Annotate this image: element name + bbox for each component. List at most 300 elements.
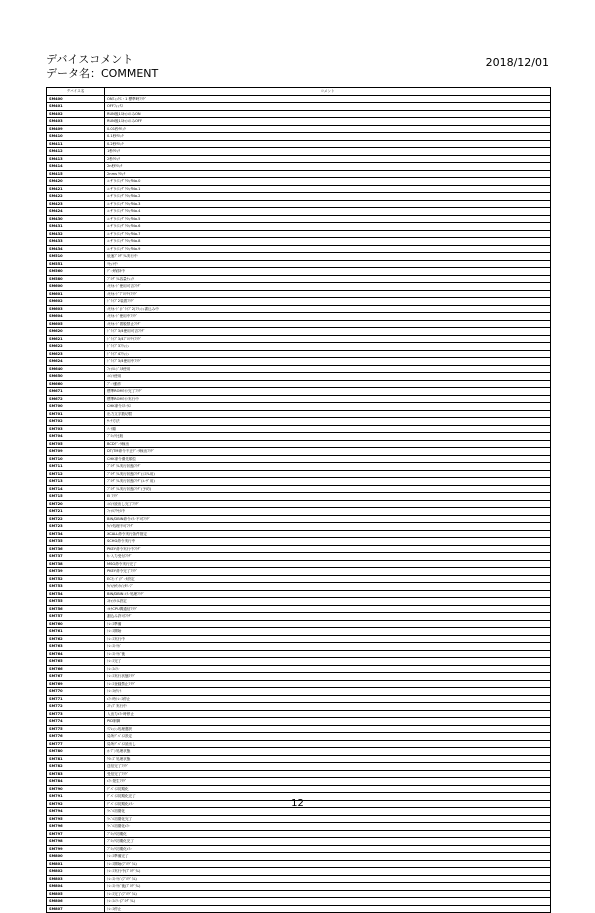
table-row: [47, 890, 551, 898]
table-row: [47, 508, 551, 516]
table-row: [47, 568, 551, 576]
comment-cell: PKEY命令完了ﾌﾗｸﾞ: [105, 568, 551, 576]
data-name-label: データ名：COMMENT: [46, 67, 159, 80]
table-row: [47, 358, 551, 366]
comment-cell: ｴﾗｰ時ﾄﾚｰｽ停止: [105, 695, 551, 703]
device-name-cell: SM767: [47, 673, 105, 681]
table-row: [47, 575, 551, 583]
comment-cell: ﾄﾚｰｽｴﾗｰ: [105, 665, 551, 673]
comment-cell: 2nms ｸﾛｯｸ: [105, 170, 551, 178]
table-row: [47, 740, 551, 748]
table-row: [47, 898, 551, 906]
comment-cell: ECﾓｰﾄﾞ/ﾃﾞｰﾀ設定: [105, 575, 551, 583]
device-name-cell: SM794: [47, 808, 105, 816]
comment-cell: ﾕｰｻﾞﾀｲﾐﾝｸﾞｸﾛｯｸNo.6: [105, 223, 551, 231]
device-name-cell: SM412: [47, 148, 105, 156]
table-row: [47, 500, 551, 508]
device-name-cell: SM710: [47, 455, 105, 463]
device-name-cell: SM804: [47, 883, 105, 891]
page-title: デバイスコメント: [46, 53, 134, 66]
table-row: [47, 815, 551, 823]
comment-cell: ﾄﾚｰｽﾄﾘｶﾞ(ﾌﾟﾛｸﾞﾗﾑ): [105, 875, 551, 883]
device-name-cell: SM775: [47, 725, 105, 733]
table-row: [47, 298, 551, 306]
comment-cell: SCHG命令実行中: [105, 538, 551, 546]
device-name-cell: SM782: [47, 763, 105, 771]
device-name-cell: SM774: [47, 718, 105, 726]
device-name-cell: SM806: [47, 898, 105, 906]
device-name-cell: SM765: [47, 658, 105, 666]
device-name-cell: SM780: [47, 748, 105, 756]
table-row: [47, 448, 551, 456]
table-row: [47, 305, 551, 313]
comment-cell: ﾀｲﾏ/ｶｳﾝﾀｲﾝﾀﾘｰﾌﾞ: [105, 583, 551, 591]
comment-cell: 低速ﾌﾟﾛｸﾞﾗﾑ実行中: [105, 253, 551, 261]
device-name-cell: SM423: [47, 200, 105, 208]
comment-cell: 割込み許可ﾌﾗｸﾞ: [105, 613, 551, 621]
comment-cell: ﾄﾚｰｽ停止: [105, 905, 551, 913]
table-row: [47, 328, 551, 336]
device-name-cell: SM623: [47, 350, 105, 358]
comment-cell: ｽｷｬﾝﾀｲﾑ設定: [105, 598, 551, 606]
comment-cell: BIN/DBIN ｴﾗｰ処理ﾌﾗｸﾞ: [105, 590, 551, 598]
comment-cell: ﾌﾞﾛｯｸ初期化: [105, 830, 551, 838]
comment-cell: ﾕｰｻﾞﾀｲﾐﾝｸﾞｸﾛｯｸNo.3: [105, 200, 551, 208]
comment-cell: CHK命令ｽﾃｰﾀｽ: [105, 403, 551, 411]
comment-cell: 標準ROMﾗｲﾄ完了ﾌﾗｸﾞ: [105, 388, 551, 396]
comment-cell: 入出力ｴﾗｰ時停止: [105, 710, 551, 718]
comment-cell: ﾌﾟﾛｸﾞﾗﾑ実行状態ﾌﾗｸﾞ(ｼｽﾃﾑ用): [105, 470, 551, 478]
comment-cell: ﾕｰｻﾞﾀｲﾐﾝｸﾞｸﾛｯｸNo.9: [105, 245, 551, 253]
device-name-cell: SM700: [47, 403, 105, 411]
comment-cell: ﾄﾚｰｽ開始(ﾌﾟﾛｸﾞﾗﾑ): [105, 860, 551, 868]
device-name-cell: SM702: [47, 418, 105, 426]
comment-cell: ﾗﾍﾞﾙ初期化完了: [105, 815, 551, 823]
device-name-cell: SM797: [47, 830, 105, 838]
table-row: [47, 163, 551, 171]
comment-cell: CHK命令優先順位: [105, 455, 551, 463]
table-row: [47, 883, 551, 891]
comment-cell: ﾄﾚｰｽ登録禁止ﾌﾗｸﾞ: [105, 680, 551, 688]
device-name-cell: SM424: [47, 208, 105, 216]
table-row: [47, 245, 551, 253]
device-name-cell: SM551: [47, 260, 105, 268]
device-name-cell: SM754: [47, 590, 105, 598]
comment-cell: ｴﾗｰ発生ﾌﾗｸﾞ: [105, 778, 551, 786]
device-name-cell: SM764: [47, 650, 105, 658]
device-name-cell: SM722: [47, 515, 105, 523]
table-row: [47, 748, 551, 756]
device-name-cell: SM776: [47, 733, 105, 741]
comment-cell: 送信完了ﾌﾗｸﾞ: [105, 763, 551, 771]
comment-cell: ﾕｰｻﾞﾀｲﾐﾝｸﾞｸﾛｯｸNo.1: [105, 185, 551, 193]
comment-cell: ﾄﾚｰｽ実行中(ﾌﾟﾛｸﾞﾗﾑ): [105, 868, 551, 876]
table-row: [47, 688, 551, 696]
comment-cell: ﾄﾚｰｽﾄﾘｶﾞ後: [105, 650, 551, 658]
table-row: [47, 770, 551, 778]
table-row: [47, 425, 551, 433]
comment-cell: ｺﾒﾝﾄ読出し完了ﾌﾗｸﾞ: [105, 500, 551, 508]
comment-cell: ﾌﾟﾛｸﾞﾗﾑ実行状態ﾌﾗｸﾞ: [105, 463, 551, 471]
comment-cell: ﾕｰｻﾞﾀｲﾐﾝｸﾞｸﾛｯｸNo.5: [105, 215, 551, 223]
table-row: [47, 733, 551, 741]
comment-cell: ﾄﾚｰｽ準備: [105, 620, 551, 628]
table-row: [47, 485, 551, 493]
device-name-cell: SM800: [47, 853, 105, 861]
table-row: [47, 905, 551, 913]
device-name-cell: SM621: [47, 335, 105, 343]
device-name-cell: SM602: [47, 298, 105, 306]
table-row: [47, 335, 551, 343]
comment-cell: ﾌｧｲﾙﾚｼﾞｽﾀ使用: [105, 365, 551, 373]
comment-cell: ﾕｰｻﾞﾀｲﾐﾝｸﾞｸﾛｯｸNo.8: [105, 238, 551, 246]
comment-cell: ｻｰﾁ方法: [105, 418, 551, 426]
comment-cell: ﾄﾞﾗｲﾌﾞ3ﾌﾗｯｼｭ: [105, 343, 551, 351]
device-name-cell: SM624: [47, 358, 105, 366]
device-name-cell: SM770: [47, 688, 105, 696]
device-name-cell: SM660: [47, 380, 105, 388]
table-row: [47, 95, 551, 103]
device-name-cell: SM761: [47, 628, 105, 636]
table-row: [47, 253, 551, 261]
table-row: [47, 680, 551, 688]
comment-cell: DT/TM命令不正ﾃﾞｰﾀ検出ﾌﾗｸﾞ: [105, 448, 551, 456]
table-row: [47, 875, 551, 883]
comment-cell: PID制御: [105, 718, 551, 726]
comment-cell: ﾃﾞｰﾀ保持中: [105, 268, 551, 276]
device-name-cell: SM411: [47, 140, 105, 148]
table-row: [47, 718, 551, 726]
table-row: [47, 845, 551, 853]
table-row: [47, 620, 551, 628]
table-row: [47, 365, 551, 373]
table-row: [47, 643, 551, 651]
comment-cell: ﾘﾌﾚｯｼｭ処理選択: [105, 725, 551, 733]
comment-cell: ｸﾛｰｽﾞ処理状態: [105, 755, 551, 763]
comment-cell: ﾕｰｻﾞﾀｲﾐﾝｸﾞｸﾛｯｸNo.0: [105, 178, 551, 186]
table-row: [47, 673, 551, 681]
comment-cell: ﾄﾚｰｽｴﾗｰ(ﾌﾟﾛｸﾞﾗﾑ): [105, 898, 551, 906]
comment-cell: 0.1秒ｸﾛｯｸ: [105, 133, 551, 141]
table-row: [47, 860, 551, 868]
device-name-cell: SM792: [47, 800, 105, 808]
device-name-cell: SM401: [47, 103, 105, 111]
device-name-cell: SM801: [47, 860, 105, 868]
table-row: [47, 523, 551, 531]
device-name-cell: SM433: [47, 238, 105, 246]
table-row: [47, 440, 551, 448]
table-row: [47, 455, 551, 463]
table-row: [47, 170, 551, 178]
comment-cell: ﾄﾞﾗｲﾌﾞ3/4使用可否ﾌﾗｸﾞ: [105, 328, 551, 336]
table-row: [47, 493, 551, 501]
comment-cell: ﾌｧｲﾙｱｸｾｽ中: [105, 508, 551, 516]
table-row: [47, 103, 551, 111]
comment-cell: ﾄﾚｰｽ準備完了: [105, 853, 551, 861]
device-name-cell: SM753: [47, 583, 105, 591]
table-row: [47, 133, 551, 141]
device-name-cell: SM705: [47, 440, 105, 448]
document-date: 2018/12/01: [485, 56, 549, 69]
comment-cell: 2秒ｸﾛｯｸ: [105, 155, 551, 163]
device-name-cell: SM421: [47, 185, 105, 193]
comment-cell: ﾌﾞﾛｯｸ初期化完了: [105, 838, 551, 846]
table-row: [47, 605, 551, 613]
table-row: [47, 613, 551, 621]
table-row: [47, 628, 551, 636]
table-row: [47, 380, 551, 388]
table-row: [47, 223, 551, 231]
device-name-cell: SM772: [47, 703, 105, 711]
device-name-cell: SM712: [47, 470, 105, 478]
device-name-cell: SM755: [47, 598, 105, 606]
table-row: [47, 388, 551, 396]
device-name-cell: SM798: [47, 838, 105, 846]
table-row: [47, 185, 551, 193]
comment-cell: ﾄﾚｰｽｶｳﾝﾄ: [105, 688, 551, 696]
table-row: [47, 590, 551, 598]
comment-cell: ﾄﾚｰｽ完了(ﾌﾟﾛｸﾞﾗﾑ): [105, 890, 551, 898]
table-row: [47, 665, 551, 673]
device-name-cell: SM721: [47, 508, 105, 516]
table-row: [47, 463, 551, 471]
comment-cell: ﾌﾟﾛｸﾞﾗﾑ実行状態ﾌﾗｸﾞ(ﾕｰｻﾞ用): [105, 478, 551, 486]
table-row: [47, 410, 551, 418]
device-name-cell: SM807: [47, 905, 105, 913]
comment-cell: BCDﾃﾞｰﾀ検出: [105, 440, 551, 448]
comment-cell: RUN後1ｽｷｬﾝのみOFF: [105, 118, 551, 126]
table-row: [47, 538, 551, 546]
comment-cell: ﾗﾍﾞﾙ初期化ｴﾗｰ: [105, 823, 551, 831]
device-name-cell: SM736: [47, 545, 105, 553]
device-name-cell: SM672: [47, 395, 105, 403]
table-row: [47, 725, 551, 733]
device-name-cell: SM734: [47, 530, 105, 538]
comment-cell: ﾕｰｻﾞﾀｲﾐﾝｸﾞｸﾛｯｸNo.2: [105, 193, 551, 201]
comment-cell: ﾄﾚｰｽ実行中: [105, 635, 551, 643]
table-row: [47, 373, 551, 381]
device-name-cell: SM414: [47, 163, 105, 171]
device-name-cell: SM791: [47, 793, 105, 801]
comment-cell: 標準ROMﾗｲﾄ実行中: [105, 395, 551, 403]
device-name-cell: SM735: [47, 538, 105, 546]
device-name-cell: SM403: [47, 118, 105, 126]
device-name-cell: SM560: [47, 268, 105, 276]
device-name-cell: SM784: [47, 778, 105, 786]
table-row: [47, 433, 551, 441]
table-row: [47, 823, 551, 831]
comment-cell: ﾌﾟﾛｸﾞﾗﾑ実行状態ﾌﾗｸﾞ(予約): [105, 485, 551, 493]
device-name-cell: SM773: [47, 710, 105, 718]
device-name-cell: SM510: [47, 253, 105, 261]
device-name-cell: SM766: [47, 665, 105, 673]
table-row: [47, 260, 551, 268]
comment-cell: ﾕｰｻﾞﾀｲﾐﾝｸﾞｸﾛｯｸNo.4: [105, 208, 551, 216]
table-row: [47, 868, 551, 876]
comment-cell: 受信完了ﾌﾗｸﾞ: [105, 770, 551, 778]
device-name-cell: SM709: [47, 448, 105, 456]
device-name-cell: SM671: [47, 388, 105, 396]
comment-cell: ﾒﾓﾘｶｰﾄﾞ(ﾄﾞﾗｲﾌﾞ2)ﾌﾗｯｼｭ書込み中: [105, 305, 551, 313]
comment-cell: ﾄﾚｰｽﾄﾘｶﾞ: [105, 643, 551, 651]
table-row: [47, 193, 551, 201]
device-name-cell: SM640: [47, 365, 105, 373]
comment-cell: 0.01秒ｸﾛｯｸ: [105, 125, 551, 133]
table-row: [47, 350, 551, 358]
column-header-device: デバイス名: [47, 88, 105, 96]
comment-cell: ﾌﾞｰﾄ動作: [105, 380, 551, 388]
device-name-cell: SM711: [47, 463, 105, 471]
table-row: [47, 560, 551, 568]
table-row: [47, 853, 551, 861]
device-name-cell: SM430: [47, 215, 105, 223]
device-name-cell: SM580: [47, 275, 105, 283]
comment-cell: ﾄﾚｰｽ実行状態ﾌﾗｸﾞ: [105, 673, 551, 681]
device-name-cell: SM799: [47, 845, 105, 853]
comment-cell: ﾕｰｻﾞﾀｲﾐﾝｸﾞｸﾛｯｸNo.7: [105, 230, 551, 238]
comment-cell: ﾌﾞﾛｯｸ比較: [105, 433, 551, 441]
comment-cell: ﾃﾞﾊﾞｲｽ初期化: [105, 785, 551, 793]
device-name-cell: SM650: [47, 373, 105, 381]
device-name-cell: SM769: [47, 680, 105, 688]
table-row: [47, 155, 551, 163]
device-name-cell: SM720: [47, 500, 105, 508]
device-name-cell: SM622: [47, 343, 105, 351]
comment-cell: ﾒﾓﾘｶｰﾄﾞ使用中ﾌﾗｸﾞ: [105, 313, 551, 321]
device-name-cell: SM620: [47, 328, 105, 336]
comment-cell: 局所ﾃﾞﾊﾞｲｽ設定: [105, 733, 551, 741]
table-row: [47, 320, 551, 328]
comment-cell: 0.2秒ｸﾛｯｸ: [105, 140, 551, 148]
device-name-cell: SM420: [47, 178, 105, 186]
device-name-cell: SM402: [47, 110, 105, 118]
comment-cell: ﾒﾓﾘｶｰﾄﾞ使用可否ﾌﾗｸﾞ: [105, 283, 551, 291]
device-name-cell: SM431: [47, 223, 105, 231]
table-row: [47, 118, 551, 126]
device-name-cell: SM410: [47, 133, 105, 141]
table-row: [47, 215, 551, 223]
table-row: [47, 313, 551, 321]
device-name-cell: SM760: [47, 620, 105, 628]
table-row: [47, 125, 551, 133]
table-row: [47, 695, 551, 703]
device-name-cell: SM723: [47, 523, 105, 531]
device-name-cell: SM757: [47, 613, 105, 621]
device-name-cell: SM603: [47, 305, 105, 313]
device-name-cell: SM703: [47, 425, 105, 433]
table-row: [47, 275, 551, 283]
column-header-comment: コメント: [105, 88, 551, 96]
device-name-cell: SM713: [47, 478, 105, 486]
table-row: [47, 478, 551, 486]
table-row: [47, 650, 551, 658]
comment-cell: ﾌﾟﾛｸﾞﾗﾑ容量ﾁｪｯｸ: [105, 275, 551, 283]
table-row: [47, 268, 551, 276]
device-comment-table: [46, 87, 551, 913]
device-name-cell: SM777: [47, 740, 105, 748]
device-name-cell: SM714: [47, 485, 105, 493]
table-row: [47, 553, 551, 561]
comment-cell: ﾌﾞﾛｯｸ初期化ｴﾗｰ: [105, 845, 551, 853]
device-name-cell: SM415: [47, 170, 105, 178]
table-row: [47, 148, 551, 156]
table-row: [47, 530, 551, 538]
table-row: [47, 838, 551, 846]
comment-cell: RUN後1ｽｷｬﾝのみON: [105, 110, 551, 118]
table-body: [47, 95, 551, 913]
comment-cell: ｷｰ入力受付ﾌﾗｸﾞ: [105, 553, 551, 561]
table-row: [47, 598, 551, 606]
comment-cell: ﾏﾙﾁCPU間通信ﾌﾗｸﾞ: [105, 605, 551, 613]
device-name-cell: SM802: [47, 868, 105, 876]
device-name-cell: SM738: [47, 560, 105, 568]
device-name-cell: SM756: [47, 605, 105, 613]
table-row: [47, 785, 551, 793]
table-row: [47, 418, 551, 426]
table-row: [47, 395, 551, 403]
table-row: [47, 343, 551, 351]
device-name-cell: SM796: [47, 823, 105, 831]
table-row: [47, 200, 551, 208]
table-row: [47, 140, 551, 148]
device-name-cell: SM795: [47, 815, 105, 823]
device-name-cell: SM701: [47, 410, 105, 418]
comment-cell: ﾄﾞﾗｲﾌﾞ3/4使用中ﾌﾗｸﾞ: [105, 358, 551, 366]
comment-cell: ONﾌｨｯｸｽ・1 標準時ﾌﾗｸﾞ: [105, 95, 551, 103]
device-name-cell: SM432: [47, 230, 105, 238]
table-row: [47, 545, 551, 553]
table-header-row: [47, 88, 551, 96]
table-row: [47, 635, 551, 643]
comment-cell: ﾄﾞﾗｲﾌﾞ3/4ﾌﾟﾛﾃｸﾄﾌﾗｸﾞ: [105, 335, 551, 343]
comment-cell: BIN/DBIN命令ｴﾗｰ不可ﾌﾗｸﾞ: [105, 515, 551, 523]
device-name-cell: SM762: [47, 635, 105, 643]
comment-cell: EI ﾌﾗｸﾞ: [105, 493, 551, 501]
table-row: [47, 703, 551, 711]
comment-cell: ﾗﾍﾞﾙ初期化: [105, 808, 551, 816]
table-row: [47, 178, 551, 186]
comment-cell: ﾃﾞﾊﾞｲｽ初期化完了: [105, 793, 551, 801]
table-row: [47, 583, 551, 591]
table-row: [47, 238, 551, 246]
table-row: [47, 230, 551, 238]
comment-cell: MSG命令実行完了: [105, 560, 551, 568]
comment-cell: ｿｰﾄ順: [105, 425, 551, 433]
device-name-cell: SM413: [47, 155, 105, 163]
table-row: [47, 763, 551, 771]
device-name-cell: SM601: [47, 290, 105, 298]
comment-cell: 1秒ｸﾛｯｸ: [105, 148, 551, 156]
device-name-cell: SM771: [47, 695, 105, 703]
comment-cell: ﾄﾚｰｽﾄﾘｶﾞ後(ﾌﾟﾛｸﾞﾗﾑ): [105, 883, 551, 891]
device-name-cell: SM600: [47, 283, 105, 291]
comment-cell: OFFﾌｨｯｸｽ: [105, 103, 551, 111]
table-row: [47, 290, 551, 298]
page-number: 12: [291, 798, 304, 809]
comment-cell: ﾘｾｯﾄ中: [105, 260, 551, 268]
comment-cell: XCALL命令実行条件指定: [105, 530, 551, 538]
device-name-cell: SM739: [47, 568, 105, 576]
comment-cell: ﾃﾞﾊﾞｲｽ初期化ｴﾗｰ: [105, 800, 551, 808]
device-name-cell: SM715: [47, 493, 105, 501]
table-row: [47, 403, 551, 411]
table-row: [47, 208, 551, 216]
table-row: [47, 283, 551, 291]
device-name-cell: SM805: [47, 890, 105, 898]
device-name-cell: SM803: [47, 875, 105, 883]
device-name-cell: SM790: [47, 785, 105, 793]
comment-cell: 局所ﾃﾞﾊﾞｲｽ読出し: [105, 740, 551, 748]
